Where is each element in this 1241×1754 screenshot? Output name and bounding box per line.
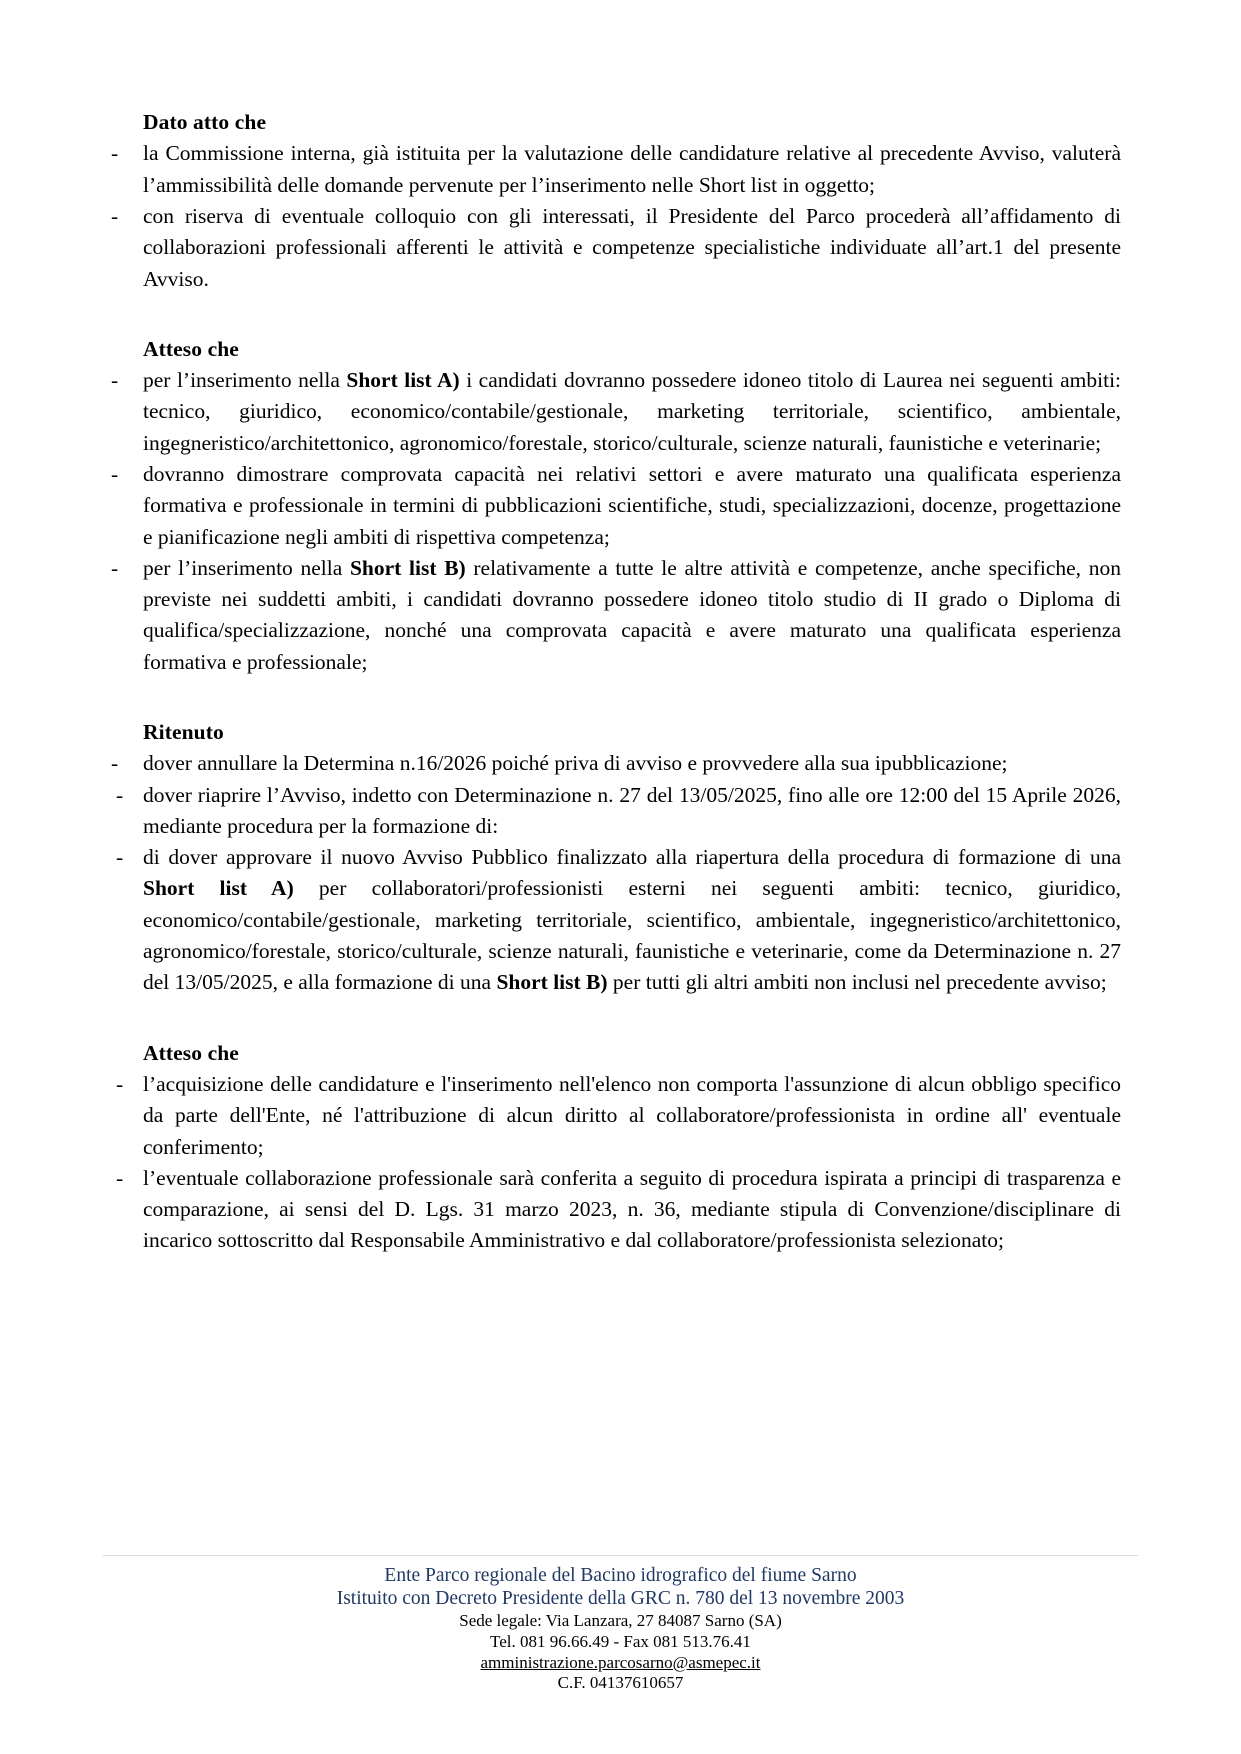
list-item-text: dovranno dimostrare comprovata capacità nei relativi settori e avere maturato una qualificata esperienza formativa e professionale in termini di pubblicazioni scientifiche, studi, specializzazioni, docenze, progettazione e pianificazione negli ambiti di rispettiva competenza; (143, 462, 1121, 549)
section-dato-atto-che (103, 108, 1121, 295)
list-item (103, 553, 1121, 678)
bullet-dash-icon: - (111, 141, 119, 166)
section-atteso-che-2 (103, 1039, 1121, 1257)
list-item (103, 748, 1121, 779)
page-footer (103, 1555, 1138, 1695)
section-atteso-che-1 (103, 335, 1121, 678)
list-item-emphasis: Short list A) (143, 876, 294, 901)
list-item-emphasis-2: Short list B) (496, 970, 608, 995)
list-item-text-pre: per l’inserimento nella (143, 368, 347, 393)
footer-organization-name: Ente Parco regionale del Bacino idrografico del fiume Sarno (384, 1564, 857, 1586)
footer-fiscal-code: C.F. 04137610657 (557, 1673, 684, 1693)
bullet-dash-icon: - (116, 782, 124, 807)
section-heading-ritenuto: Ritenuto (143, 719, 224, 744)
list-item (103, 1069, 1121, 1163)
bullet-list-atteso-che-2 (103, 1069, 1121, 1257)
list-item-text: l’eventuale collaborazione professionale sarà conferita a seguito di procedura ispirata a principi di trasparenza e comparazione, ai sensi del D. Lgs. 31 marzo 2023, n. 36, mediante stipula di Convenzione/disciplinare di incarico sottoscritto dal Responsabile Amministrativo e dal collaboratore/professionista selezionato; (143, 1165, 1121, 1253)
footer-email-link[interactable]: amministrazione.parcosarno@asmepec.it (480, 1652, 761, 1672)
bullet-dash-icon: - (116, 845, 124, 870)
bullet-list-atteso-che-1 (103, 365, 1121, 678)
list-item (103, 365, 1121, 459)
document-body (103, 108, 1121, 1257)
section-heading-dato-atto-che: Dato atto che (143, 110, 267, 134)
bullet-dash-icon: - (111, 555, 119, 580)
list-item (103, 1163, 1121, 1257)
list-item (103, 138, 1121, 201)
bullet-dash-icon: - (111, 203, 119, 228)
list-item-text-post: relativamente a tutte le altre attività e competenze, anche specifiche, non previste nei suddetti ambiti, i candidati dovranno possedere idoneo titolo studio di II grado o Diploma di qualifica/specializzazione, nonché una comprovata capacità e avere maturato una qualificata esperienza formativa e professionale; (143, 555, 1121, 674)
footer-phone-fax: Tel. 081 96.66.49 - Fax 081 513.76.41 (490, 1631, 751, 1651)
section-heading-atteso-che-1: Atteso che (143, 336, 239, 361)
bullet-dash-icon: - (116, 1071, 124, 1096)
section-spacer (103, 999, 1121, 1039)
list-item-emphasis: Short list A) (346, 368, 460, 393)
section-spacer (103, 295, 1121, 335)
footer-address: Sede legale: Via Lanzara, 27 84087 Sarno (SA) (459, 1611, 782, 1631)
list-item (103, 780, 1121, 843)
footer-email-line (103, 1653, 1138, 1674)
footer-establishment-decree: Istituito con Decreto Presidente della GRC n. 780 del 13 novembre 2003 (336, 1588, 905, 1610)
list-item-text: dover annullare la Determina n.16/2026 poiché priva di avviso e provvedere alla sua ipubblicazione; (143, 751, 1008, 776)
list-item (103, 842, 1121, 998)
bullet-dash-icon: - (116, 1165, 124, 1190)
bullet-dash-icon: - (111, 462, 119, 486)
list-item (103, 201, 1121, 295)
list-item-text: l’acquisizione delle candidature e l'inserimento nell'elenco non comporta l'assunzione di alcun obbligo specifico da parte dell'Ente, né l'attribuzione di alcun diritto al collaboratore/professionista in ordine all' eventuale conferimento; (143, 1071, 1121, 1159)
bullet-list-ritenuto (103, 748, 1121, 998)
section-ritenuto (103, 718, 1121, 999)
list-item-text-mid: per collaboratori/professionisti esterni nei seguenti ambiti: tecnico, giuridico, economico/contabile/gestionale, marketing territoriale, scientifico, ambientale, ingegneristico/architettonico, agronomico/forestale, storico/culturale, scienze naturali, faunistiche e veterinarie, come da Determinazione n. 27 del 13/05/2025, e alla formazione di una (143, 876, 1121, 995)
list-item-text-post: i candidati dovranno possedere idoneo titolo di Laurea nei seguenti ambiti: tecnico, giuridico, economico/contabile/gestionale, marketing territoriale, scientifico, ambientale, ingegneristico/architettonico, agronomico/forestale, storico/culturale, scienze naturali, faunistiche e veterinarie; (143, 368, 1122, 455)
list-item-text: con riserva di eventuale colloquio con gli interessati, il Presidente del Parco procederà all’affidamento di collaborazioni professionali afferenti le attività e competenze specialistiche individuate all’art.1 del presente Avviso. (143, 203, 1121, 291)
list-item-text: dover riaprire l’Avviso, indetto con Determinazione n. 27 del 13/05/2025, fino alle ore 12:00 del 15 Aprile 2026, mediante procedura per la formazione di: (143, 782, 1121, 838)
section-heading-atteso-che-2: Atteso che (143, 1040, 239, 1065)
list-item-text: la Commissione interna, già istituita per la valutazione delle candidature relative al precedente Avviso, valuterà l’ammissibilità delle domande pervenute per l’inserimento nelle Short list in oggetto; (143, 141, 1121, 197)
footer-divider (103, 1555, 1138, 1556)
bullet-list-dato-atto-che (103, 138, 1121, 294)
bullet-dash-icon: - (111, 368, 119, 393)
list-item-text-post: per tutti gli altri ambiti non inclusi nel precedente avviso; (607, 970, 1107, 995)
section-spacer (103, 678, 1121, 718)
list-item-text-pre: per l’inserimento nella (143, 555, 350, 580)
bullet-dash-icon: - (111, 751, 119, 776)
list-item-text-pre: di dover approvare il nuovo Avviso Pubblico finalizzato alla riapertura della procedura di formazione di una (143, 845, 1121, 870)
list-item-emphasis: Short list B) (349, 555, 466, 580)
list-item (103, 459, 1121, 553)
